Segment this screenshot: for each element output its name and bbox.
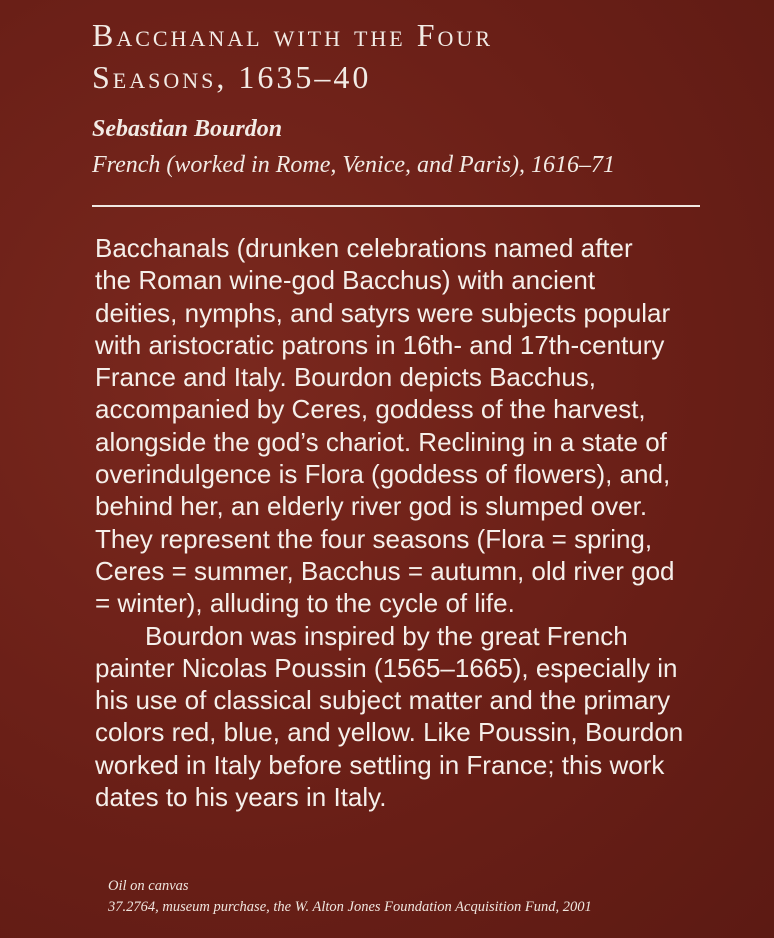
- text-line: with aristocratic patrons in 16th- and 17th-century: [95, 329, 665, 360]
- text-line: deities, nymphs, and satyrs were subjects popular: [95, 297, 671, 328]
- text-line: accompanied by Ceres, goddess of the harvest,: [95, 394, 646, 425]
- title-line-1: Bacchanal with the Four: [92, 17, 493, 53]
- paragraph-1: [95, 232, 735, 620]
- accession-credit: 37.2764, museum purchase, the W. Alton Jones Foundation Acquisition Fund, 2001: [108, 899, 592, 915]
- text-line: France and Italy. Bourdon depicts Bacchus,: [95, 362, 597, 393]
- text-line: dates to his years in Italy.: [95, 782, 387, 813]
- paragraph-2: [95, 620, 735, 814]
- description: [95, 232, 735, 813]
- divider-rule: [92, 205, 700, 207]
- text-line: painter Nicolas Poussin (1565–1665), especially in: [95, 652, 678, 683]
- text-line: worked in Italy before settling in France; this work: [95, 749, 665, 780]
- text-line: = winter), alluding to the cycle of life.: [95, 588, 515, 619]
- text-line: colors red, blue, and yellow. Like Poussin, Bourdon: [95, 717, 684, 748]
- medium: Oil on canvas: [108, 878, 189, 894]
- credit-line: [108, 876, 748, 918]
- text-line: Ceres = summer, Bacchus = autumn, old river god: [95, 555, 675, 586]
- text-line: Bourdon was inspired by the great French: [145, 620, 628, 651]
- artist-details: French (worked in Rome, Venice, and Paris), 1616–71: [92, 152, 615, 178]
- text-line: behind her, an elderly river god is slumped over.: [95, 491, 648, 522]
- text-line: Bacchanals (drunken celebrations named after: [95, 233, 633, 263]
- text-line: overindulgence is Flora (goddess of flowers), and,: [95, 459, 671, 490]
- text-line: alongside the god’s chariot. Reclining in a state of: [95, 426, 667, 457]
- artwork-title: [92, 14, 732, 98]
- text-line: his use of classical subject matter and the primary: [95, 685, 671, 716]
- text-line: the Roman wine-god Bacchus) with ancient: [95, 265, 596, 296]
- text-line: They represent the four seasons (Flora = spring,: [95, 523, 653, 554]
- title-line-2: Seasons, 1635–40: [92, 59, 372, 95]
- artist-name: Sebastian Bourdon: [92, 116, 283, 142]
